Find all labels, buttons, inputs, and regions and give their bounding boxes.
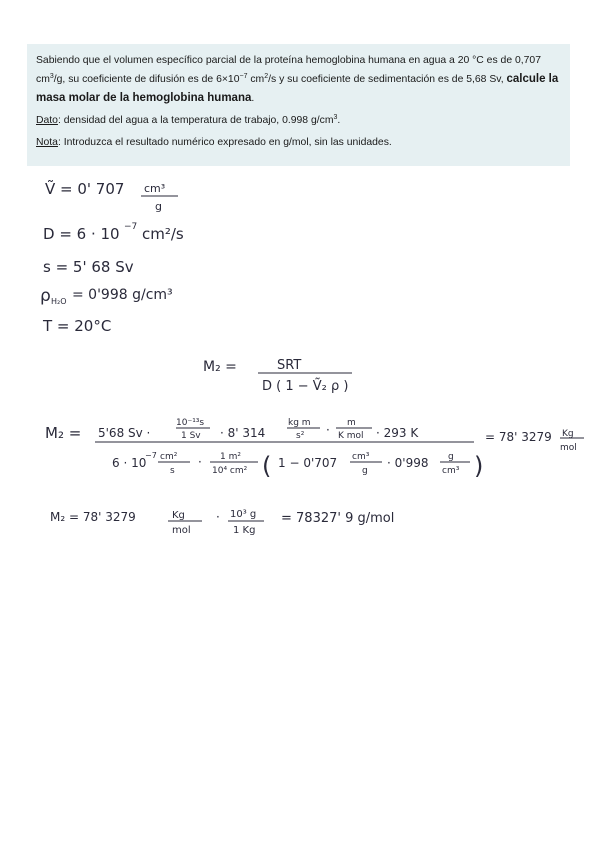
calc-f3-num: m (347, 418, 356, 428)
calc-res-den: mol (560, 443, 577, 453)
final-f2-num: 10³ g (230, 509, 257, 520)
final-result: = 78327' 9 g/mol (281, 511, 395, 526)
problem-dato: Dato: densidad del agua a la temperatura de trabajo, 0.998 $g/cm^3$. (36, 114, 341, 126)
calc-d3: 1 − 0'707 (278, 456, 338, 470)
calc-f1-num: 10⁻¹³s (176, 418, 205, 428)
calc-paren-open: ( (262, 452, 272, 480)
calc-d-f2-num: 1 m² (220, 452, 241, 462)
formula-num: SRT (277, 358, 302, 373)
final-lhs: M₂ = 78' 3279 (50, 510, 136, 524)
calc-d4: · 0'998 (387, 456, 429, 470)
rho-sub: H₂O (51, 297, 67, 306)
calc-d1: 6 · 10 (112, 456, 147, 470)
formula-den: D ( 1 − Ṽ₂ ρ ) (262, 379, 349, 394)
nota-label: Nota (36, 137, 58, 148)
final-f1-den: mol (172, 525, 191, 536)
s-line: s = 5' 68 Sv (43, 258, 134, 276)
d-unit: cm²/s (142, 225, 184, 243)
dato-label: Dato (36, 115, 58, 126)
calc-res-num: Kg (562, 429, 574, 439)
problem-nota: Nota: Introduzca el resultado numérico expresado en g/mol, sin las unidades. (36, 137, 392, 148)
vol-unit-den: g (155, 200, 162, 213)
fraction-bars (95, 196, 584, 521)
calc-f3-den: K mol (338, 431, 364, 441)
calc-lhs: M₂ = (45, 424, 82, 442)
d-line: D = 6 · 10 (43, 225, 120, 243)
calc-d-f4-den: cm³ (442, 466, 460, 476)
final-dot: · (216, 510, 220, 524)
rho-symbol: ρ (40, 286, 51, 306)
calc-d-f2-den: 10⁴ cm² (212, 466, 248, 476)
calc-n3: · (326, 423, 330, 437)
calc-d-f4-num: g (448, 452, 454, 462)
vol-unit-num: cm³ (144, 182, 166, 195)
calc-d-f1-num: cm² (160, 452, 178, 462)
t-line: T = 20°C (43, 317, 112, 335)
calc-d1-exp: −7 (145, 451, 157, 460)
final-f2-den: 1 Kg (233, 525, 256, 536)
problem-question: calcule la masa molar de la hemoglobina humana (36, 73, 559, 104)
calc-f1-den: 1 Sv (181, 431, 201, 441)
final-f1-num: Kg (172, 510, 185, 521)
d-exp: −7 (124, 222, 138, 232)
calc-f2-den: s² (296, 431, 305, 441)
calc-paren-close: ) (474, 452, 484, 480)
calc-result: = 78' 3279 (485, 430, 552, 444)
formula-lhs: M₂ = (203, 359, 237, 375)
calc-n1: 5'68 Sv · (98, 426, 151, 440)
calc-n4: · 293 K (376, 426, 419, 440)
calc-d-f3-num: cm³ (352, 452, 370, 462)
rho-rhs: = 0'998 g/cm³ (72, 287, 173, 303)
calc-n2: · 8' 314 (220, 426, 266, 440)
vol-lhs: Ṽ = 0' 707 (45, 180, 125, 198)
problem-statement: Sabiendo que el volumen específico parcial de la proteína hemoglobina humana en agua a 20 °C es de 0,707 $cm^3/g$, su coeficiente de difusión es de $6\times 10^{-7}$ $cm^2/s$ y su coeficiente de sedimentación es de 5,68 Sv, calcule la masa molar de la hemoglobina humana. (36, 55, 559, 104)
calc-d2: · (198, 455, 202, 469)
calc-d-f1-den: s (170, 466, 175, 476)
calc-d-f3-den: g (362, 466, 368, 476)
calc-f2-num: kg m (288, 418, 311, 428)
